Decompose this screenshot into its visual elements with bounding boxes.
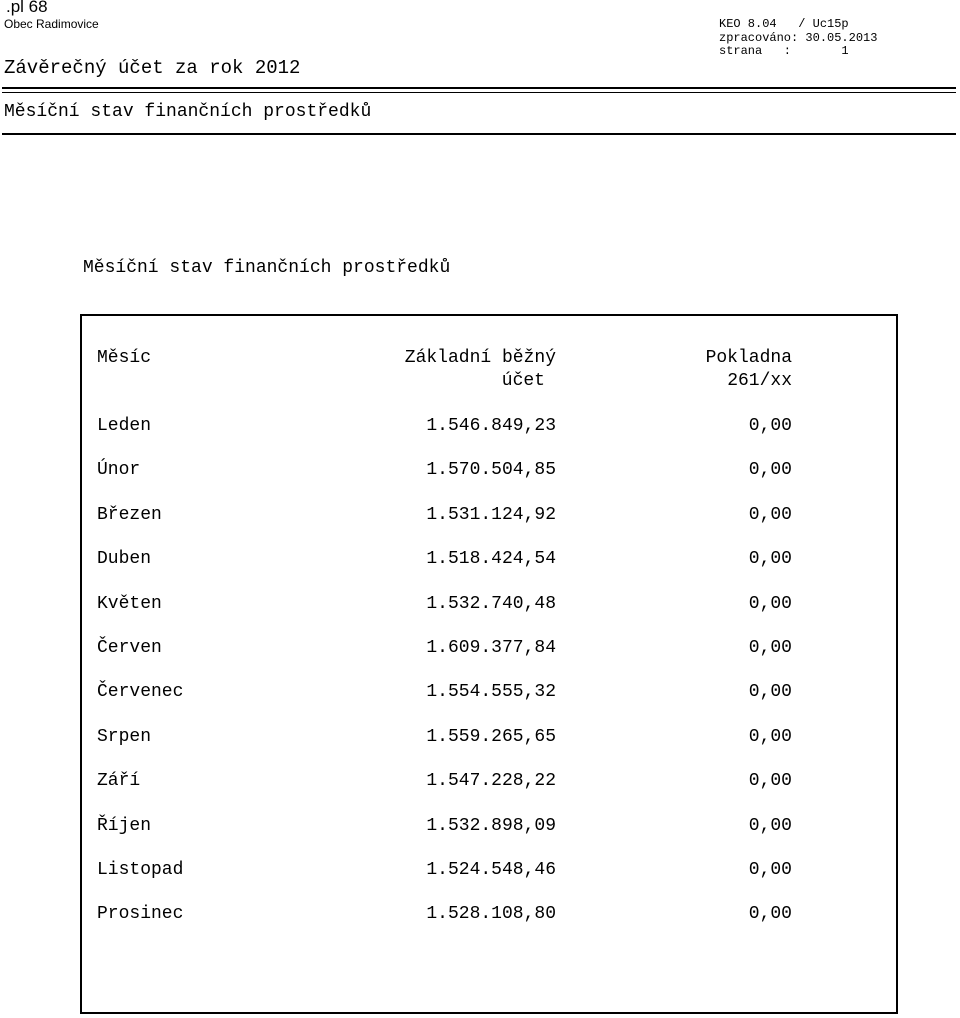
month-cell: Říjen (97, 816, 152, 836)
cash-balance-cell: 0,00 (748, 816, 792, 836)
month-cell: Prosinec (97, 904, 184, 924)
column-header-account: Základní běžný (404, 348, 556, 368)
account-balance-cell: 1.531.124,92 (426, 505, 556, 525)
month-cell: Srpen (97, 727, 152, 747)
document-title: Závěrečný účet za rok 2012 (4, 57, 301, 79)
page-length-marker: .pl 68 (6, 0, 48, 16)
report-code: KEO 8.04 / Uc15p (719, 17, 849, 31)
page-number: strana : 1 (719, 44, 849, 58)
cash-balance-cell: 0,00 (748, 460, 792, 480)
month-cell: Únor (97, 460, 141, 480)
cash-balance-cell: 0,00 (748, 682, 792, 702)
account-balance-cell: 1.559.265,65 (426, 727, 556, 747)
cash-balance-cell: 0,00 (748, 549, 792, 569)
cash-balance-cell: 0,00 (748, 904, 792, 924)
month-cell: Červenec (97, 682, 184, 702)
cash-balance-cell: 0,00 (748, 860, 792, 880)
column-header-cash: Pokladna (705, 348, 792, 368)
processed-date: zpracováno: 30.05.2013 (719, 31, 878, 45)
header-divider-thin (2, 92, 956, 93)
account-balance-cell: 1.547.228,22 (426, 771, 556, 791)
month-cell: Červen (97, 638, 162, 658)
cash-balance-cell: 0,00 (748, 771, 792, 791)
account-balance-cell: 1.609.377,84 (426, 638, 556, 658)
month-cell: Září (97, 771, 141, 791)
account-balance-cell: 1.532.898,09 (426, 816, 556, 836)
month-cell: Leden (97, 416, 152, 436)
header-divider (2, 87, 956, 89)
column-header-month: Měsíc (97, 348, 152, 368)
account-balance-cell: 1.528.108,80 (426, 904, 556, 924)
cash-balance-cell: 0,00 (748, 638, 792, 658)
month-cell: Květen (97, 594, 162, 614)
organization-name: Obec Radimovice (4, 17, 99, 31)
table-title: Měsíční stav finančních prostředků (83, 258, 451, 278)
account-balance-cell: 1.546.849,23 (426, 416, 556, 436)
column-header-account-sub: účet (501, 371, 545, 391)
account-balance-cell: 1.518.424,54 (426, 549, 556, 569)
account-balance-cell: 1.570.504,85 (426, 460, 556, 480)
column-header-cash-sub: 261/xx (727, 371, 792, 391)
account-balance-cell: 1.524.548,46 (426, 860, 556, 880)
cash-balance-cell: 0,00 (748, 594, 792, 614)
account-balance-cell: 1.532.740,48 (426, 594, 556, 614)
account-balance-cell: 1.554.555,32 (426, 682, 556, 702)
month-cell: Duben (97, 549, 152, 569)
month-cell: Březen (97, 505, 162, 525)
section-title: Měsíční stav finančních prostředků (4, 102, 372, 122)
cash-balance-cell: 0,00 (748, 727, 792, 747)
cash-balance-cell: 0,00 (748, 505, 792, 525)
section-divider (2, 133, 956, 135)
balance-table (80, 314, 898, 1014)
cash-balance-cell: 0,00 (748, 416, 792, 436)
month-cell: Listopad (97, 860, 184, 880)
